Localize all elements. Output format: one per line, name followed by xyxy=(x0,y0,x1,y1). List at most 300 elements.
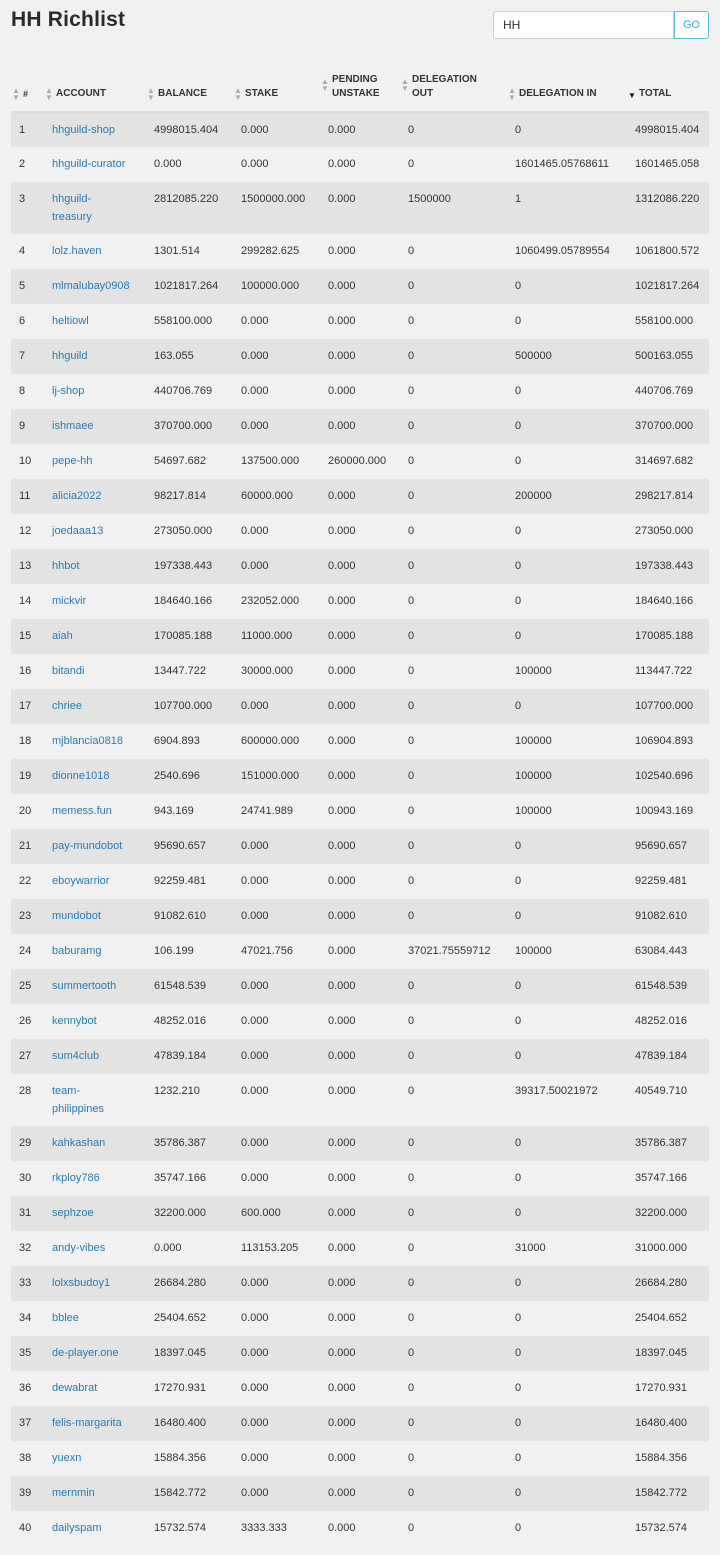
delegation-in-cell: 0 xyxy=(515,910,522,922)
pending-unstake-cell: 0.000 xyxy=(328,630,356,642)
stake-cell: 0.000 xyxy=(241,315,269,327)
stake-cell: 0.000 xyxy=(241,840,269,852)
account-cell xyxy=(44,1406,146,1441)
total-cell: 170085.188 xyxy=(635,630,694,642)
rank-cell: 15 xyxy=(19,630,32,642)
pending-unstake-cell: 0.000 xyxy=(328,124,356,136)
rank-cell: 12 xyxy=(19,525,32,537)
balance-cell: 35747.166 xyxy=(154,1172,206,1184)
pending-unstake-cell: 0.000 xyxy=(328,420,356,432)
account-link[interactable]: heltiowl xyxy=(52,315,89,327)
stake-cell: 3333.333 xyxy=(241,1522,287,1534)
delegation-in-cell: 0 xyxy=(515,700,522,712)
rank-cell: 22 xyxy=(19,875,32,887)
rank-cell: 30 xyxy=(19,1172,32,1184)
balance-cell: 25404.652 xyxy=(154,1312,206,1324)
rank-cell: 2 xyxy=(19,158,26,170)
total-cell: 197338.443 xyxy=(635,560,694,572)
delegation-in-cell: 100000 xyxy=(515,665,552,677)
sort-icon: ▲ ▼ xyxy=(508,86,516,102)
pending-unstake-cell: 0.000 xyxy=(328,1015,356,1027)
pending-unstake-cell: 0.000 xyxy=(328,385,356,397)
stake-cell: 600000.000 xyxy=(241,735,300,747)
balance-cell: 95690.657 xyxy=(154,840,206,852)
delegation-in-cell: 0 xyxy=(515,875,522,887)
balance-cell: 32200.000 xyxy=(154,1207,206,1219)
balance-cell: 4998015.404 xyxy=(154,124,219,136)
pending-unstake-cell: 0.000 xyxy=(328,490,356,502)
pending-unstake-cell: 0.000 xyxy=(328,665,356,677)
stake-cell: 0.000 xyxy=(241,1172,269,1184)
table-row xyxy=(11,147,709,182)
pending-unstake-cell: 260000.000 xyxy=(328,455,387,467)
account-cell xyxy=(44,724,146,759)
delegation-out-cell: 0 xyxy=(408,1417,415,1429)
account-cell xyxy=(44,339,146,374)
delegation-out-cell: 0 xyxy=(408,805,415,817)
table-row xyxy=(11,1266,709,1301)
total-cell: 15884.356 xyxy=(635,1452,687,1464)
delegation-out-cell: 0 xyxy=(408,350,415,362)
account-link[interactable]: bblee xyxy=(52,1312,79,1324)
balance-cell: 35786.387 xyxy=(154,1137,206,1149)
account-link[interactable]: hhguild-curator xyxy=(52,158,126,170)
account-link[interactable]: baburamg xyxy=(52,945,102,957)
total-cell: 16480.400 xyxy=(635,1417,687,1429)
rank-cell: 33 xyxy=(19,1277,32,1289)
rank-cell: 10 xyxy=(19,455,32,467)
total-cell: 1312086.220 xyxy=(635,193,700,205)
total-cell: 32200.000 xyxy=(635,1207,687,1219)
delegation-out-cell: 0 xyxy=(408,700,415,712)
stake-cell: 30000.000 xyxy=(241,665,293,677)
rank-cell: 29 xyxy=(19,1137,32,1149)
search-input[interactable] xyxy=(493,11,674,39)
rank-cell: 23 xyxy=(19,910,32,922)
total-cell: 298217.814 xyxy=(635,490,694,502)
stake-cell: 0.000 xyxy=(241,1312,269,1324)
delegation-in-cell: 0 xyxy=(515,315,522,327)
table-row xyxy=(11,1406,709,1441)
account-link[interactable]: rkploy786 xyxy=(52,1172,100,1184)
page-title: HH Richlist xyxy=(11,8,126,31)
delegation-out-cell: 0 xyxy=(408,455,415,467)
rank-cell: 27 xyxy=(19,1050,32,1062)
total-cell: 370700.000 xyxy=(635,420,694,432)
total-cell: 106904.893 xyxy=(635,735,694,747)
column-header-pending-unstake[interactable]: ▲ ▼ PENDING UNSTAKE xyxy=(320,64,400,112)
account-link[interactable]: alicia2022 xyxy=(52,490,102,502)
delegation-in-cell: 0 xyxy=(515,455,522,467)
rank-cell: 20 xyxy=(19,805,32,817)
column-header-stake[interactable]: ▲ ▼ STAKE xyxy=(233,64,320,112)
balance-cell: 15884.356 xyxy=(154,1452,206,1464)
pending-unstake-cell: 0.000 xyxy=(328,193,356,205)
pending-unstake-cell: 0.000 xyxy=(328,158,356,170)
account-link[interactable]: de-player.one xyxy=(52,1347,119,1359)
table-row xyxy=(11,759,709,794)
account-cell xyxy=(44,234,146,269)
pending-unstake-cell: 0.000 xyxy=(328,910,356,922)
balance-cell: 61548.539 xyxy=(154,980,206,992)
delegation-in-cell: 0 xyxy=(515,420,522,432)
account-cell xyxy=(44,374,146,409)
account-link[interactable]: lolz.haven xyxy=(52,245,102,257)
delegation-in-cell: 0 xyxy=(515,980,522,992)
delegation-out-cell: 37021.75559712 xyxy=(408,945,491,957)
rank-cell: 28 xyxy=(19,1085,32,1097)
table-row xyxy=(11,1301,709,1336)
table-row xyxy=(11,112,709,147)
account-link[interactable]: eboywarrior xyxy=(52,875,110,887)
table-row xyxy=(11,1039,709,1074)
account-link[interactable]: yuexn xyxy=(52,1452,82,1464)
rank-cell: 8 xyxy=(19,385,26,397)
account-cell xyxy=(44,1441,146,1476)
account-link[interactable]: felis-margarita xyxy=(52,1417,122,1429)
delegation-out-cell: 0 xyxy=(408,1277,415,1289)
balance-cell: 98217.814 xyxy=(154,490,206,502)
account-link[interactable]: lolxsbudoy1 xyxy=(52,1277,111,1289)
account-cell xyxy=(44,969,146,1004)
total-cell: 184640.166 xyxy=(635,595,694,607)
total-cell: 15732.574 xyxy=(635,1522,687,1534)
rank-cell: 24 xyxy=(19,945,32,957)
delegation-in-cell: 0 xyxy=(515,1452,522,1464)
rank-cell: 34 xyxy=(19,1312,32,1324)
balance-cell: 18397.045 xyxy=(154,1347,206,1359)
balance-cell: 2540.696 xyxy=(154,770,200,782)
pending-unstake-cell: 0.000 xyxy=(328,1277,356,1289)
table-row xyxy=(11,1126,709,1161)
account-link[interactable]: mernmin xyxy=(52,1487,95,1499)
account-cell xyxy=(44,514,146,549)
balance-cell: 943.169 xyxy=(154,805,194,817)
rank-cell: 11 xyxy=(19,490,31,502)
balance-cell: 1021817.264 xyxy=(154,280,219,292)
rank-cell: 1 xyxy=(19,124,26,136)
delegation-in-cell: 0 xyxy=(515,1015,522,1027)
delegation-in-cell: 0 xyxy=(515,1172,522,1184)
table-row xyxy=(11,584,709,619)
table-row xyxy=(11,549,709,584)
pending-unstake-cell: 0.000 xyxy=(328,1137,356,1149)
total-cell: 92259.481 xyxy=(635,875,687,887)
account-link[interactable]: kennybot xyxy=(52,1015,97,1027)
balance-cell: 170085.188 xyxy=(154,630,213,642)
stake-cell: 0.000 xyxy=(241,350,269,362)
balance-cell: 273050.000 xyxy=(154,525,213,537)
balance-cell: 370700.000 xyxy=(154,420,213,432)
richlist-table xyxy=(11,64,709,1546)
account-cell xyxy=(44,864,146,899)
rank-cell: 31 xyxy=(19,1207,32,1219)
delegation-out-cell: 0 xyxy=(408,1050,415,1062)
delegation-out-cell: 0 xyxy=(408,420,415,432)
delegation-in-cell: 100000 xyxy=(515,945,552,957)
delegation-in-cell: 0 xyxy=(515,1382,522,1394)
delegation-in-cell: 1 xyxy=(515,193,522,205)
table-row xyxy=(11,182,709,234)
total-cell: 440706.769 xyxy=(635,385,694,397)
pending-unstake-cell: 0.000 xyxy=(328,1417,356,1429)
total-cell: 500163.055 xyxy=(635,350,694,362)
account-cell xyxy=(44,304,146,339)
table-row xyxy=(11,1231,709,1266)
table-row xyxy=(11,269,709,304)
total-cell: 17270.931 xyxy=(635,1382,687,1394)
total-cell: 1601465.058 xyxy=(635,158,700,170)
delegation-in-cell: 0 xyxy=(515,124,522,136)
stake-cell: 0.000 xyxy=(241,560,269,572)
balance-cell: 2812085.220 xyxy=(154,193,219,205)
rank-cell: 14 xyxy=(19,595,32,607)
pending-unstake-cell: 0.000 xyxy=(328,595,356,607)
column-header-total[interactable]: ▼ TOTAL xyxy=(627,64,709,112)
delegation-in-cell: 0 xyxy=(515,1487,522,1499)
stake-cell: 113153.205 xyxy=(241,1242,299,1254)
sort-icon: ▲ ▼ xyxy=(401,77,409,93)
stake-cell: 0.000 xyxy=(241,1050,269,1062)
delegation-out-cell: 0 xyxy=(408,1312,415,1324)
table-row xyxy=(11,1074,709,1126)
balance-cell: 1232.210 xyxy=(154,1085,200,1097)
table-row xyxy=(11,724,709,759)
pending-unstake-cell: 0.000 xyxy=(328,350,356,362)
total-cell: 35786.387 xyxy=(635,1137,687,1149)
total-cell: 102540.696 xyxy=(635,770,694,782)
delegation-out-cell: 0 xyxy=(408,875,415,887)
delegation-in-cell: 0 xyxy=(515,1277,522,1289)
account-link[interactable]: lj-shop xyxy=(52,385,85,397)
account-link[interactable]: hhguild-shop xyxy=(52,124,115,136)
stake-cell: 0.000 xyxy=(241,158,269,170)
delegation-in-cell: 0 xyxy=(515,280,522,292)
balance-cell: 17270.931 xyxy=(154,1382,206,1394)
go-button[interactable]: GO xyxy=(674,11,709,39)
account-cell xyxy=(44,1336,146,1371)
stake-cell: 11000.000 xyxy=(241,630,293,642)
column-header-delegation-out[interactable]: ▲ ▼ DELEGATION OUT xyxy=(400,64,507,112)
account-link[interactable]: hhguild xyxy=(52,350,88,362)
account-cell xyxy=(44,1371,146,1406)
balance-cell: 558100.000 xyxy=(154,315,213,327)
delegation-out-cell: 0 xyxy=(408,1207,415,1219)
account-link[interactable]: sephzoe xyxy=(52,1207,94,1219)
balance-cell: 15732.574 xyxy=(154,1522,206,1534)
account-link[interactable]: pay-mundobot xyxy=(52,840,123,852)
delegation-out-cell: 0 xyxy=(408,1137,415,1149)
stake-cell: 60000.000 xyxy=(241,490,293,502)
balance-cell: 47839.184 xyxy=(154,1050,206,1062)
delegation-in-cell: 100000 xyxy=(515,735,552,747)
rank-cell: 21 xyxy=(19,840,32,852)
account-link[interactable]: dailyspam xyxy=(52,1522,102,1534)
balance-cell: 0.000 xyxy=(154,158,182,170)
account-link[interactable]: sum4club xyxy=(52,1050,100,1062)
rank-cell: 32 xyxy=(19,1242,32,1254)
rank-cell: 9 xyxy=(19,420,26,432)
table-row xyxy=(11,1511,709,1546)
account-link[interactable]: memess.fun xyxy=(52,805,112,817)
total-cell: 61548.539 xyxy=(635,980,687,992)
table-row xyxy=(11,969,709,1004)
account-cell xyxy=(44,1511,146,1546)
rank-cell: 38 xyxy=(19,1452,32,1464)
rank-cell: 36 xyxy=(19,1382,32,1394)
delegation-out-cell: 0 xyxy=(408,840,415,852)
rank-cell: 19 xyxy=(19,770,32,782)
stake-cell: 151000.000 xyxy=(241,770,300,782)
account-link[interactable]: chriee xyxy=(52,700,82,712)
account-link[interactable]: mlmalubay0908 xyxy=(52,280,130,292)
delegation-in-cell: 0 xyxy=(515,1312,522,1324)
delegation-in-cell: 0 xyxy=(515,385,522,397)
stake-cell: 0.000 xyxy=(241,875,269,887)
pending-unstake-cell: 0.000 xyxy=(328,1347,356,1359)
account-cell xyxy=(44,584,146,619)
delegation-out-cell: 0 xyxy=(408,158,415,170)
account-cell xyxy=(44,934,146,969)
pending-unstake-cell: 0.000 xyxy=(328,875,356,887)
table-row xyxy=(11,1441,709,1476)
rank-cell: 40 xyxy=(19,1522,32,1534)
stake-cell: 24741.989 xyxy=(241,805,293,817)
stake-cell: 0.000 xyxy=(241,1452,269,1464)
delegation-out-cell: 0 xyxy=(408,1015,415,1027)
account-link[interactable]: hhbot xyxy=(52,560,80,572)
column-header-rank[interactable]: ▲ ▼ # xyxy=(11,64,44,112)
stake-cell: 0.000 xyxy=(241,420,269,432)
delegation-out-cell: 0 xyxy=(408,1347,415,1359)
stake-cell: 137500.000 xyxy=(241,455,300,467)
account-cell xyxy=(44,1231,146,1266)
account-link[interactable]: mundobot xyxy=(52,910,101,922)
rank-cell: 39 xyxy=(19,1487,32,1499)
table-row xyxy=(11,374,709,409)
stake-cell: 299282.625 xyxy=(241,245,300,257)
column-header-delegation-in[interactable]: ▲ ▼ DELEGATION IN xyxy=(507,64,627,112)
stake-cell: 600.000 xyxy=(241,1207,281,1219)
account-link[interactable]: mjblancia0818 xyxy=(52,735,123,747)
delegation-in-cell: 0 xyxy=(515,840,522,852)
account-link[interactable]: andy-vibes xyxy=(52,1242,106,1254)
account-cell xyxy=(44,899,146,934)
stake-cell: 47021.756 xyxy=(241,945,293,957)
balance-cell: 15842.772 xyxy=(154,1487,206,1499)
delegation-in-cell: 0 xyxy=(515,1522,522,1534)
rank-cell: 25 xyxy=(19,980,32,992)
stake-cell: 0.000 xyxy=(241,1417,269,1429)
sort-icon: ▲ ▼ xyxy=(321,77,329,93)
account-cell xyxy=(44,619,146,654)
balance-cell: 54697.682 xyxy=(154,455,206,467)
total-cell: 1061800.572 xyxy=(635,245,700,257)
account-link[interactable]: team-philippines xyxy=(52,1085,104,1115)
delegation-in-cell: 500000 xyxy=(515,350,552,362)
stake-cell: 0.000 xyxy=(241,980,269,992)
pending-unstake-cell: 0.000 xyxy=(328,1522,356,1534)
delegation-out-cell: 0 xyxy=(408,124,415,136)
balance-cell: 197338.443 xyxy=(154,560,213,572)
table-row xyxy=(11,479,709,514)
column-header-account[interactable]: ▲ ▼ ACCOUNT xyxy=(44,64,146,112)
rank-cell: 17 xyxy=(19,700,32,712)
total-cell: 314697.682 xyxy=(635,455,694,467)
rank-cell: 4 xyxy=(19,245,26,257)
account-cell xyxy=(44,409,146,444)
delegation-in-cell: 0 xyxy=(515,560,522,572)
account-link[interactable]: joedaaa13 xyxy=(52,525,104,537)
account-link[interactable]: ishmaee xyxy=(52,420,94,432)
stake-cell: 0.000 xyxy=(241,1382,269,1394)
account-cell xyxy=(44,112,146,147)
pending-unstake-cell: 0.000 xyxy=(328,1207,356,1219)
table-row xyxy=(11,1476,709,1511)
total-cell: 47839.184 xyxy=(635,1050,687,1062)
table-row xyxy=(11,409,709,444)
delegation-out-cell: 0 xyxy=(408,665,415,677)
account-link[interactable]: dewabrat xyxy=(52,1382,98,1394)
balance-cell: 26684.280 xyxy=(154,1277,206,1289)
column-header-balance[interactable]: ▲ ▼ BALANCE xyxy=(146,64,233,112)
account-link[interactable]: mickvir xyxy=(52,595,87,607)
stake-cell: 1500000.000 xyxy=(241,193,306,205)
account-link[interactable]: dionne1018 xyxy=(52,770,110,782)
account-link[interactable]: summertooth xyxy=(52,980,117,992)
delegation-in-cell: 0 xyxy=(515,1137,522,1149)
table-row xyxy=(11,234,709,269)
delegation-in-cell: 1060499.05789554 xyxy=(515,245,610,257)
stake-cell: 0.000 xyxy=(241,1277,269,1289)
account-link[interactable]: hhguild-treasury xyxy=(52,193,92,223)
account-link[interactable]: bitandi xyxy=(52,665,85,677)
pending-unstake-cell: 0.000 xyxy=(328,805,356,817)
account-link[interactable]: aiah xyxy=(52,630,73,642)
table-row xyxy=(11,934,709,969)
pending-unstake-cell: 0.000 xyxy=(328,770,356,782)
rank-cell: 3 xyxy=(19,193,26,205)
delegation-out-cell: 0 xyxy=(408,1172,415,1184)
total-cell: 18397.045 xyxy=(635,1347,687,1359)
account-link[interactable]: pepe-hh xyxy=(52,455,93,467)
pending-unstake-cell: 0.000 xyxy=(328,1487,356,1499)
total-cell: 63084.443 xyxy=(635,945,687,957)
delegation-out-cell: 0 xyxy=(408,280,415,292)
sort-icon: ▲ ▼ xyxy=(12,86,20,102)
delegation-in-cell: 0 xyxy=(515,595,522,607)
stake-cell: 0.000 xyxy=(241,525,269,537)
total-cell: 558100.000 xyxy=(635,315,694,327)
total-cell: 35747.166 xyxy=(635,1172,687,1184)
table-row xyxy=(11,514,709,549)
table-row xyxy=(11,829,709,864)
pending-unstake-cell: 0.000 xyxy=(328,1172,356,1184)
delegation-out-cell: 0 xyxy=(408,1085,415,1097)
total-cell: 273050.000 xyxy=(635,525,694,537)
account-cell xyxy=(44,182,146,234)
total-cell: 1021817.264 xyxy=(635,280,700,292)
table-row xyxy=(11,1004,709,1039)
balance-cell: 440706.769 xyxy=(154,385,213,397)
stake-cell: 0.000 xyxy=(241,700,269,712)
rank-cell: 7 xyxy=(19,350,26,362)
rank-cell: 16 xyxy=(19,665,32,677)
pending-unstake-cell: 0.000 xyxy=(328,945,356,957)
account-link[interactable]: kahkashan xyxy=(52,1137,106,1149)
total-cell: 25404.652 xyxy=(635,1312,687,1324)
total-cell: 100943.169 xyxy=(635,805,694,817)
